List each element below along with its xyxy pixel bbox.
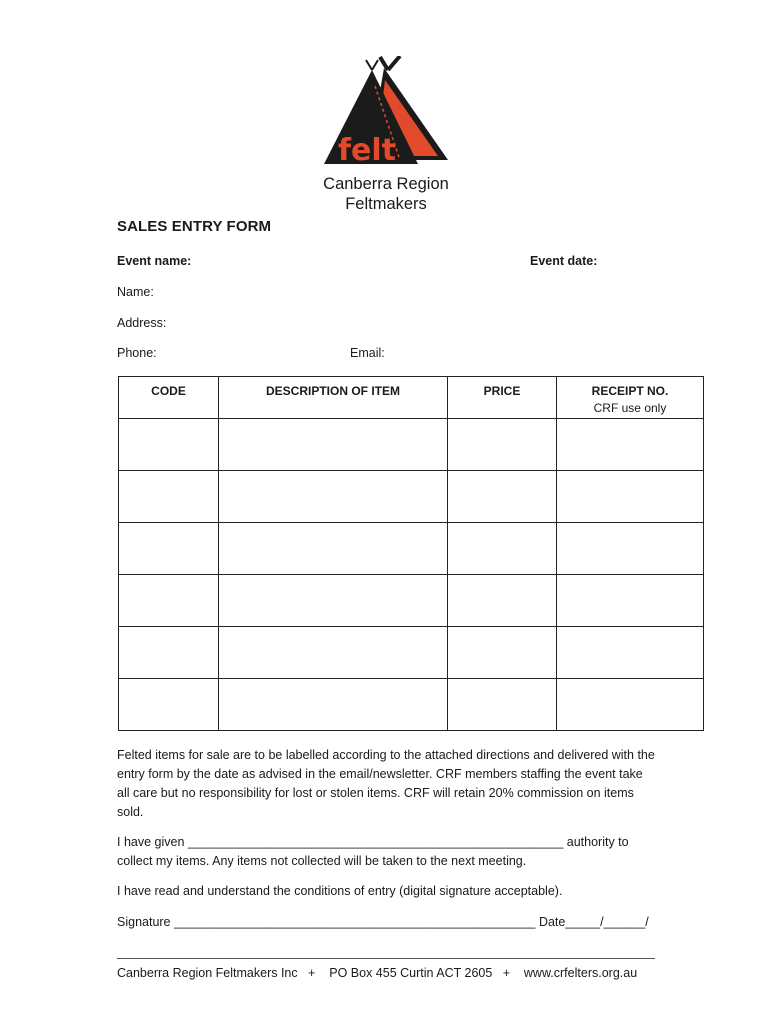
email-label: Email: <box>350 346 385 360</box>
authority-paragraph: I have given ______________________________________________________ authority to collect my items. Any items not collected will be taken to the next meeting. <box>117 835 629 868</box>
table-row <box>119 627 704 679</box>
table-row <box>119 471 704 523</box>
description-cell[interactable] <box>219 627 448 679</box>
event-date-label: Event date: <box>530 254 598 268</box>
org-name-line1: Canberra Region <box>323 175 449 193</box>
price-cell[interactable] <box>448 471 557 523</box>
receipt-header <box>557 377 704 419</box>
footer-text: Canberra Region Feltmakers Inc + PO Box 455 Curtin ACT 2605 + www.crfelters.org.au <box>117 966 638 980</box>
code-cell[interactable] <box>119 471 219 523</box>
description-cell[interactable] <box>219 523 448 575</box>
receipt-header-note: CRF use only <box>593 401 667 415</box>
address-label: Address: <box>117 316 167 330</box>
table-header-row <box>119 377 704 419</box>
receipt-cell[interactable] <box>557 679 704 731</box>
felt-logo <box>320 56 452 168</box>
receipt-cell[interactable] <box>557 575 704 627</box>
receipt-cell[interactable] <box>557 627 704 679</box>
description-cell[interactable] <box>219 419 448 471</box>
receipt-cell[interactable] <box>557 471 704 523</box>
event-name-label: Event name: <box>117 254 192 268</box>
description-cell[interactable] <box>219 575 448 627</box>
footer-divider <box>117 958 655 959</box>
receipt-cell[interactable] <box>557 419 704 471</box>
description-cell[interactable] <box>219 471 448 523</box>
price-cell[interactable] <box>448 627 557 679</box>
conditions-paragraph: Felted items for sale are to be labelled according to the attached directions and delivered with the entry form by the date as advised in the email/newsletter. CRF members staffing the event take all care but no responsibility for lost or stolen items. CRF will retain 20% commission on items sold. <box>117 748 655 819</box>
description-cell[interactable] <box>219 679 448 731</box>
code-cell[interactable] <box>119 523 219 575</box>
form-title: SALES ENTRY FORM <box>117 218 272 235</box>
table-row <box>119 419 704 471</box>
acknowledgement-text: I have read and understand the conditions of entry (digital signature acceptable). <box>117 884 563 898</box>
price-cell[interactable] <box>448 419 557 471</box>
price-cell[interactable] <box>448 523 557 575</box>
code-cell[interactable] <box>119 627 219 679</box>
code-header: CODE <box>119 377 219 419</box>
code-cell[interactable] <box>119 679 219 731</box>
receipt-cell[interactable] <box>557 523 704 575</box>
organisation-name <box>286 174 486 214</box>
price-cell[interactable] <box>448 575 557 627</box>
phone-label: Phone: <box>117 346 157 360</box>
receipt-header-label: RECEIPT NO. <box>591 384 669 398</box>
logo-text: felt <box>338 133 397 168</box>
code-cell[interactable] <box>119 419 219 471</box>
org-name-line2: Feltmakers <box>345 195 427 213</box>
items-table <box>118 376 704 731</box>
code-cell[interactable] <box>119 575 219 627</box>
table-row <box>119 679 704 731</box>
table-row <box>119 523 704 575</box>
table-row <box>119 575 704 627</box>
signature-line: Signature ____________________________________________________ Date_____/______/ <box>117 915 649 929</box>
name-label: Name: <box>117 285 154 299</box>
price-header: PRICE <box>448 377 557 419</box>
description-header: DESCRIPTION OF ITEM <box>219 377 448 419</box>
price-cell[interactable] <box>448 679 557 731</box>
